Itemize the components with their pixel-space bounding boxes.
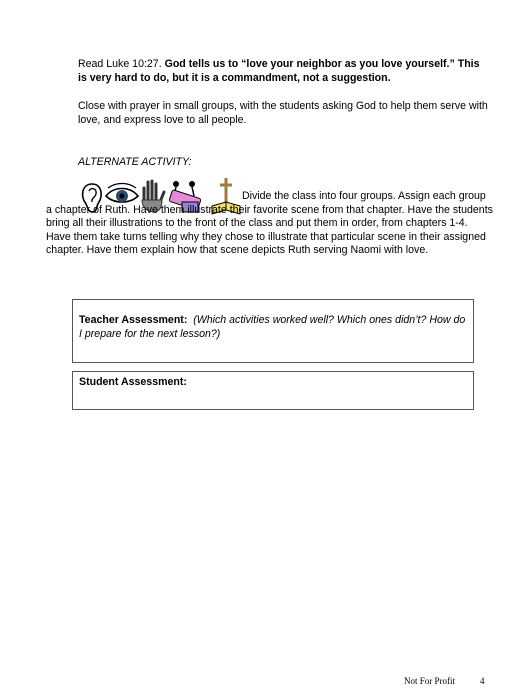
scripture-paragraph [78,58,488,85]
teacher-assessment-prompt: (Which activities worked well? Which ones didn’t? How do I prepare for the next lesson?) [79,314,466,340]
activity-line-rest: a chapter of Ruth. Have them illustrate their favorite scene from that chapter. Have the students bring all their illustrations to the front of the class and put them in order, from chapters 1-4. Have them take turns telling why they chose to illustrate that particular scene in their assigned chapter. Have them explain how that scene depicts Ruth serving Naomi with love. [46,203,493,257]
footer-text: Not For Profit [404,676,456,686]
teacher-assessment-text [79,314,467,341]
closing-prayer-paragraph: Close with prayer in small groups, with the students asking God to help them serve with love, and express love to all people. [78,100,488,126]
student-assessment-label: Student Assessment: [79,376,187,388]
scripture-reference: Read Luke 10:27. [78,58,165,70]
student-assessment-text [79,376,467,390]
commandment-text: God tells us to “love your neighbor as you love yourself.” This is very hard to do, but it is a commandment, not a suggestion. [78,58,480,84]
alternate-activity-heading: ALTERNATE ACTIVITY: [78,156,192,168]
teacher-assessment-box[interactable] [72,299,474,363]
teacher-assessment-label: Teacher Assessment: [79,314,188,326]
page-number: 4 [480,676,485,686]
activity-line-1: Divide the class into four groups. Assign each group [242,190,486,202]
activity-instructions [46,190,494,258]
student-assessment-box[interactable] [72,371,474,410]
